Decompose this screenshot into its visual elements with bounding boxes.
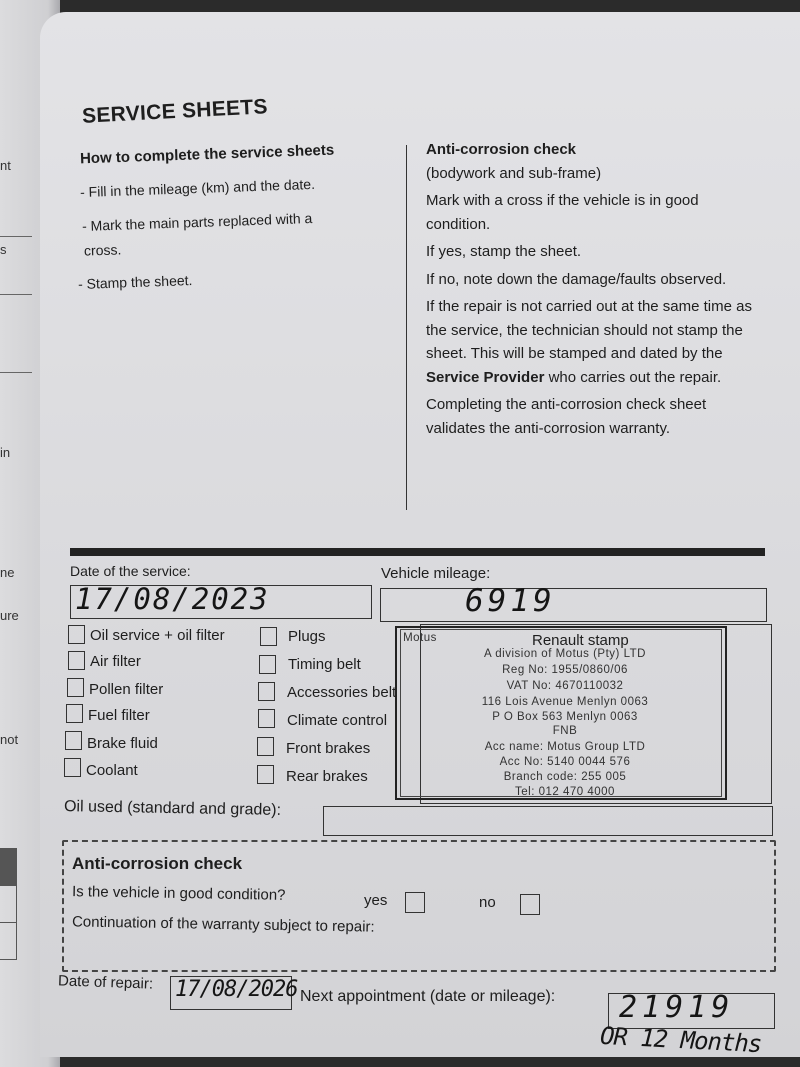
part-label: Rear brakes [286, 768, 368, 785]
oil-used-label: Oil used (standard and grade): [63, 798, 282, 819]
instruction-step: - Stamp the sheet. [77, 272, 193, 292]
part-label: Oil service + oil filter [90, 627, 225, 644]
anti-corrosion-heading: Anti-corrosion check [426, 141, 577, 158]
part-checkbox[interactable] [258, 709, 275, 728]
part-checkbox[interactable] [68, 625, 85, 644]
adjacent-text: nt [0, 158, 11, 173]
stamp-text: Acc name: Motus Group LTD [484, 741, 646, 753]
repair-date-label: Date of repair: [57, 972, 154, 993]
no-checkbox[interactable] [520, 894, 540, 915]
part-label: Brake fluid [87, 735, 158, 752]
stamp-text: Acc No: 5140 0044 576 [499, 756, 631, 768]
mileage-field[interactable] [380, 583, 767, 622]
adjacent-text: s [0, 242, 7, 257]
part-checkbox[interactable] [68, 651, 85, 670]
part-label: Pollen filter [89, 681, 164, 698]
part-checkbox[interactable] [64, 758, 81, 777]
adjacent-table [0, 848, 17, 960]
adjacent-text: ne [0, 565, 15, 580]
adjacent-text: not [0, 732, 19, 747]
repair-date-value: 17/08/2026 [175, 977, 298, 1002]
anti-corrosion-subheading: (bodywork and sub-frame) [426, 164, 602, 182]
mileage-label: Vehicle mileage: [381, 565, 491, 582]
condition-question: Is the vehicle in good condition? [71, 883, 286, 904]
oil-used-field[interactable] [323, 806, 773, 836]
instruction-step: - Fill in the mileage (km) and the date. [79, 175, 316, 201]
yes-checkbox[interactable] [405, 892, 425, 913]
warranty-continuation-label: Continuation of the warranty subject to repair: [71, 913, 375, 936]
part-label: Accessories belt [287, 684, 397, 701]
part-checkbox[interactable] [259, 655, 276, 674]
part-checkbox[interactable] [260, 627, 277, 646]
stamp-text: A division of Motus (Pty) LTD [484, 648, 646, 660]
mileage-value: 6919 [465, 583, 556, 619]
section-divider-bar [70, 548, 765, 556]
part-checkbox[interactable] [257, 737, 274, 756]
anti-corrosion-instruction: If yes, stamp the sheet. [426, 243, 582, 260]
anti-corrosion-instruction: If the repair is not carried out at the same time as the service, the technician should not stamp the sheet. This will be stamped and dated by the Service Provider who carries out the repair. [426, 298, 752, 386]
next-appointment-note: OR 12 Months [599, 1021, 763, 1059]
part-checkbox[interactable] [257, 765, 274, 784]
stamp-text: Tel: 012 470 4000 [515, 786, 615, 795]
part-label: Timing belt [288, 656, 361, 673]
part-label: Front brakes [286, 740, 371, 757]
part-label: Climate control [287, 712, 388, 729]
part-label: Fuel filter [88, 707, 150, 724]
service-date-value: 17/08/2023 [75, 582, 270, 616]
part-label: Plugs [288, 628, 326, 645]
service-date-field[interactable] [70, 582, 372, 619]
anti-corrosion-instruction: Completing the anti-corrosion check sheet validates the anti-corrosion warranty. [426, 396, 707, 437]
next-appointment-value: 21919 [619, 990, 735, 1025]
page-title: SERVICE SHEETS [81, 95, 269, 128]
part-label: Coolant [86, 762, 138, 779]
anti-corrosion-info [426, 138, 766, 444]
repair-date-field[interactable] [170, 976, 298, 1010]
service-provider-emphasis: Service Provider [426, 368, 545, 386]
column-divider [406, 145, 407, 510]
instructions-heading: How to complete the service sheets [79, 141, 335, 168]
adjacent-text: ure [0, 608, 19, 623]
part-checkbox[interactable] [65, 731, 82, 750]
stamp-text: Branch code: 255 005 [503, 771, 627, 783]
stamp-text: Motus [403, 632, 437, 644]
adjacent-rule [0, 294, 32, 295]
corrosion-check-heading: Anti-corrosion check [72, 854, 243, 873]
part-checkbox[interactable] [66, 704, 83, 723]
part-checkbox[interactable] [258, 682, 275, 701]
instruction-step: - Mark the main parts replaced with a [81, 209, 313, 235]
no-label: no [479, 894, 496, 911]
stamp-text: Reg No: 1955/0860/06 [502, 664, 628, 676]
adjacent-text: in [0, 445, 11, 460]
stamp-label: Renault stamp [532, 632, 629, 649]
stamp-text: 116 Lois Avenue Menlyn 0063 [481, 696, 649, 708]
stamp-text: VAT No: 4670110032 [506, 680, 624, 692]
adjacent-rule [0, 236, 32, 237]
instruction-step: cross. [83, 241, 122, 259]
part-label: Air filter [90, 653, 141, 670]
anti-corrosion-instruction: If no, note down the damage/faults observed. [426, 270, 727, 288]
part-checkbox[interactable] [67, 678, 84, 697]
next-appointment-label: Next appointment (date or mileage): [300, 988, 556, 1005]
adjacent-rule [0, 372, 32, 373]
anti-corrosion-instruction: Mark with a cross if the vehicle is in good condition. [426, 192, 699, 233]
stamp-text: P O Box 563 Menlyn 0063 [492, 711, 638, 723]
service-date-label: Date of the service: [70, 563, 191, 579]
yes-label: yes [364, 892, 388, 909]
stamp-text: FNB [552, 725, 578, 737]
